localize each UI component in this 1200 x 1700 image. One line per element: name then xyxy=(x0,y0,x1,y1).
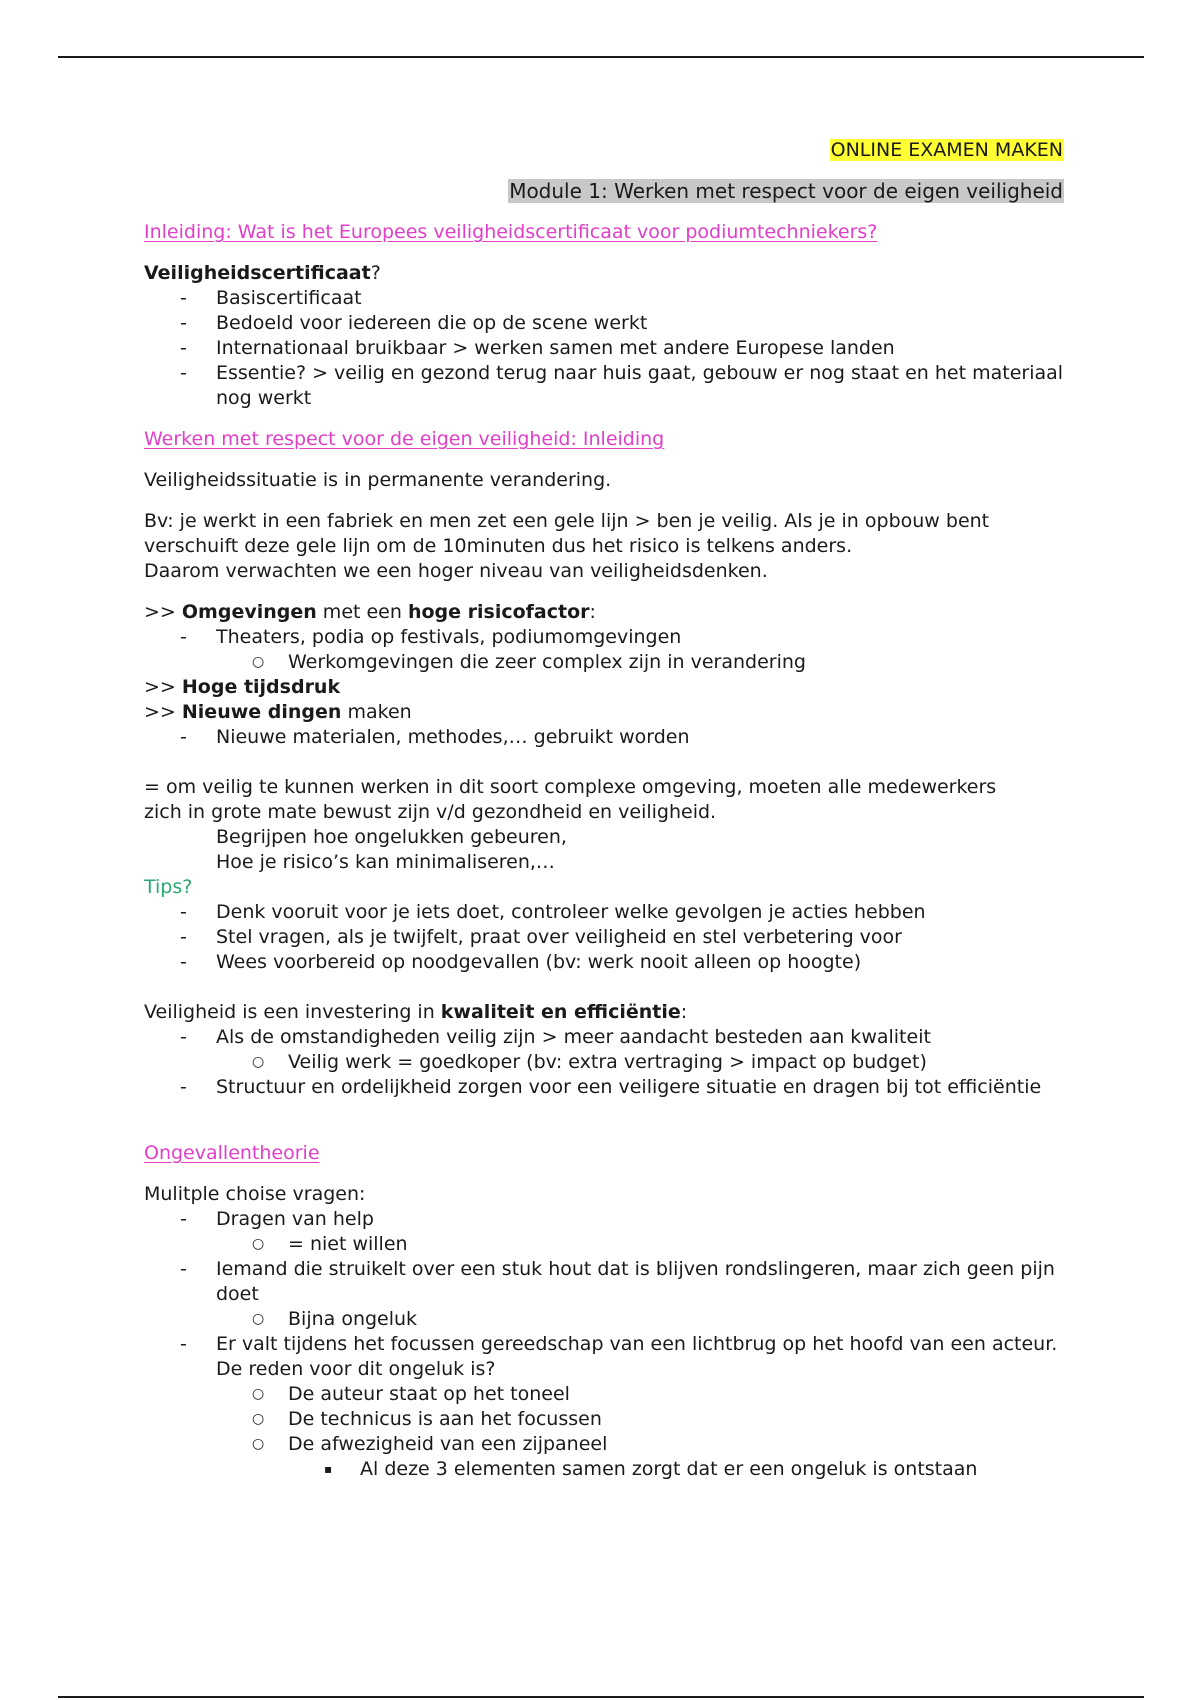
sub-list-item: ○ Veilig werk = goedkoper (bv: extra vertraging > impact op budget) xyxy=(252,1051,927,1073)
conclusion-line: zich in grote mate bewust zijn v/d gezondheid en veiligheid. xyxy=(144,801,717,823)
tips-label: Tips? xyxy=(144,876,193,898)
conclusion-line: Begrijpen hoe ongelukken gebeuren, xyxy=(216,826,567,848)
list-item: - Wees voorbereid op noodgevallen (bv: werk nooit alleen op hoogte) xyxy=(180,951,862,973)
circle-bullet: ○ xyxy=(252,1436,265,1452)
dash-bullet: - xyxy=(180,926,187,948)
tijdsdruk-line: >> Hoge tijdsdruk xyxy=(144,676,341,698)
circle-bullet: ○ xyxy=(252,1236,265,1252)
sub-list-item: ○ De technicus is aan het focussen xyxy=(252,1408,602,1430)
sub-list-item: ○ = niet willen xyxy=(252,1233,408,1255)
dash-bullet: - xyxy=(180,362,187,384)
section-heading-ongevallentheorie: Ongevallentheorie xyxy=(144,1142,320,1164)
list-item: - Stel vragen, als je twijfelt, praat over veiligheid en stel verbetering voor xyxy=(180,926,902,948)
list-item: - Theaters, podia op festivals, podiumomgevingen xyxy=(180,626,682,648)
sub-list-item: ○ Werkomgevingen die zeer complex zijn in verandering xyxy=(252,651,806,673)
sub-list-item: ○ De afwezigheid van een zijpaneel xyxy=(252,1433,608,1455)
certificate-question: Veiligheidscertificaat? xyxy=(144,262,381,284)
dash-bullet: - xyxy=(180,1258,187,1280)
list-item: - Structuur en ordelijkheid zorgen voor een veiligere situatie en dragen bij tot efficiëntie xyxy=(180,1076,1042,1098)
investering-line: Veiligheid is een investering in kwaliteit en efficiëntie: xyxy=(144,1001,688,1023)
square-bullet: ▪ xyxy=(324,1462,333,1476)
dash-bullet: - xyxy=(180,1076,187,1098)
dash-bullet: - xyxy=(180,287,187,309)
section-heading-inleiding: Inleiding: Wat is het Europees veiligheidscertificaat voor podiumtechniekers? xyxy=(144,221,878,243)
dash-bullet: - xyxy=(180,312,187,334)
document-body xyxy=(144,138,1064,1482)
paragraph-line: Bv: je werkt in een fabriek en men zet een gele lijn > ben je veilig. Als je in opbouw bent xyxy=(144,510,990,532)
header-rule xyxy=(58,56,1144,58)
dash-bullet: - xyxy=(180,901,187,923)
list-item: - Bedoeld voor iedereen die op de scene werkt xyxy=(180,312,648,334)
list-item: - Er valt tijdens het focussen gereedschap van een lichtbrug op het hoofd van een acteur. De reden voor dit ongeluk is? xyxy=(180,1333,1058,1380)
list-item: - Denk vooruit voor je iets doet, controleer welke gevolgen je acties hebben xyxy=(180,901,926,923)
module-title: Module 1: Werken met respect voor de eigen veiligheid xyxy=(509,179,1063,203)
dash-bullet: - xyxy=(180,337,187,359)
list-item: - Internationaal bruikbaar > werken samen met andere Europese landen xyxy=(180,337,895,359)
list-item: - Basiscertificaat xyxy=(180,287,362,309)
sub-list-item: ○ De auteur staat op het toneel xyxy=(252,1383,570,1405)
nieuwe-dingen-line: >> Nieuwe dingen maken xyxy=(144,701,412,723)
conclusion-line: Hoe je risico’s kan minimaliseren,… xyxy=(216,851,555,873)
sub-list-item: ○ Bijna ongeluk xyxy=(252,1308,418,1330)
dash-bullet: - xyxy=(180,1333,187,1355)
circle-bullet: ○ xyxy=(252,654,265,670)
list-item: - Als de omstandigheden veilig zijn > meer aandacht besteden aan kwaliteit xyxy=(180,1026,931,1048)
paragraph-line: verschuift deze gele lijn om de 10minuten dus het risico is telkens anders. xyxy=(144,535,853,557)
sub-sub-list-item: ▪ Al deze 3 elementen samen zorgt dat er een ongeluk is ontstaan xyxy=(324,1458,978,1480)
dash-bullet: - xyxy=(180,1026,187,1048)
dash-bullet: - xyxy=(180,1208,187,1230)
document-title: ONLINE EXAMEN MAKEN xyxy=(830,139,1063,161)
list-item: - Essentie? > veilig en gezond terug naar huis gaat, gebouw er nog staat en het materiaal nog werkt xyxy=(180,362,1064,409)
section-heading-eigen-veiligheid: Werken met respect voor de eigen veiligheid: Inleiding xyxy=(144,428,665,450)
omgevingen-line: >> Omgevingen met een hoge risicofactor: xyxy=(144,601,596,623)
paragraph: Veiligheidssituatie is in permanente verandering. xyxy=(144,469,612,491)
list-item: - Dragen van help xyxy=(180,1208,374,1230)
paragraph: Mulitple choise vragen: xyxy=(144,1183,366,1205)
list-item: - Nieuwe materialen, methodes,… gebruikt worden xyxy=(180,726,690,748)
circle-bullet: ○ xyxy=(252,1411,265,1427)
dash-bullet: - xyxy=(180,726,187,748)
list-item: - Iemand die struikelt over een stuk hout dat is blijven rondslingeren, maar zich geen pijn doet xyxy=(180,1258,1055,1305)
circle-bullet: ○ xyxy=(252,1311,265,1327)
circle-bullet: ○ xyxy=(252,1054,265,1070)
dash-bullet: - xyxy=(180,951,187,973)
paragraph-line: Daarom verwachten we een hoger niveau van veiligheidsdenken. xyxy=(144,560,768,582)
footer-rule xyxy=(58,1696,1144,1698)
dash-bullet: - xyxy=(180,626,187,648)
circle-bullet: ○ xyxy=(252,1386,265,1402)
conclusion-line: = om veilig te kunnen werken in dit soort complexe omgeving, moeten alle medewerkers xyxy=(144,776,997,798)
